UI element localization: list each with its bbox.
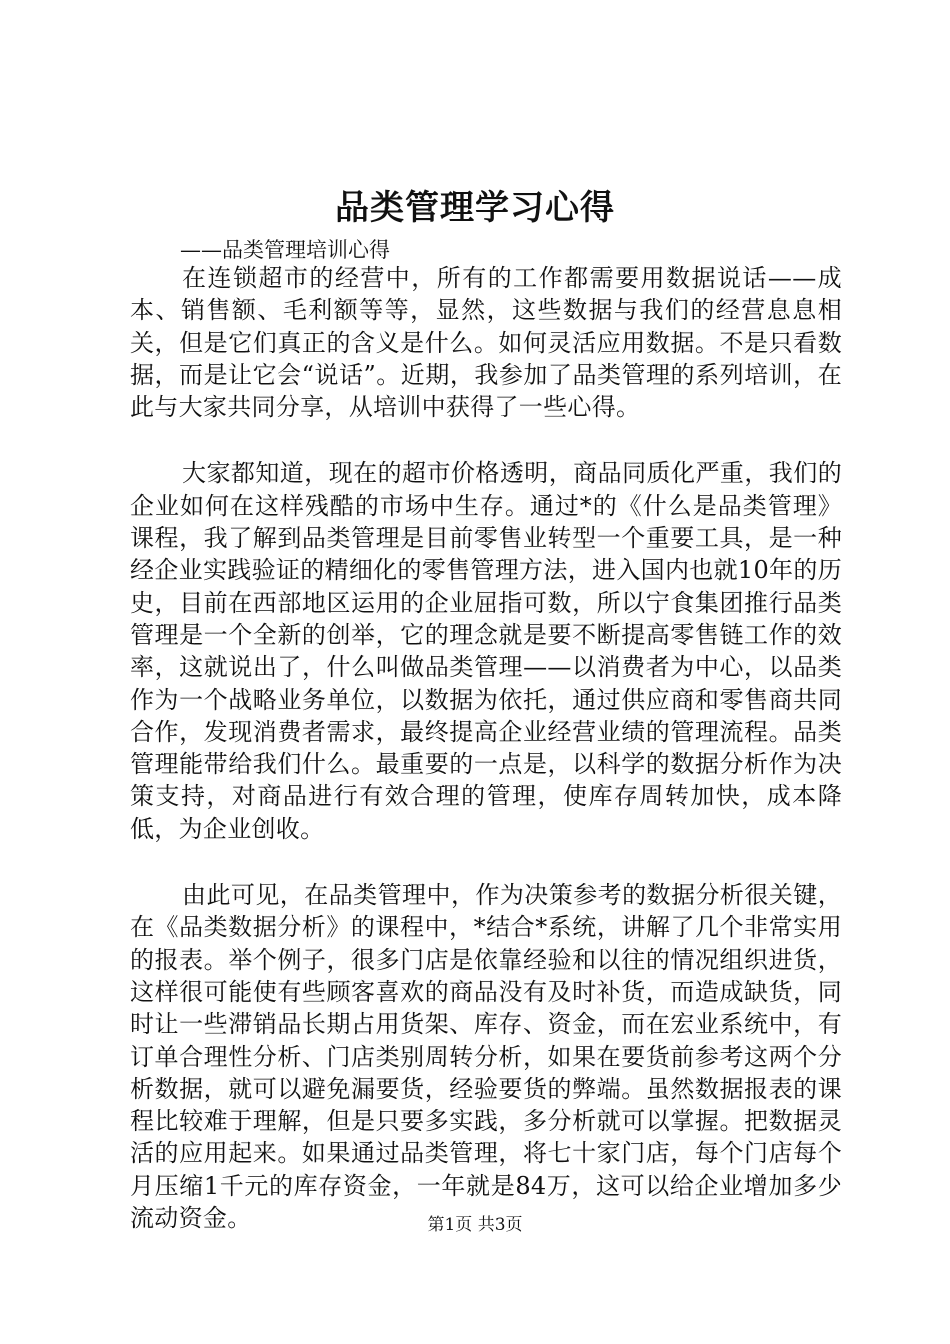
- paragraph-category-management: 大家都知道，现在的超市价格透明，商品同质化严重，我们的企业如何在这样残酷的市场中生存。通过*的《什么是品类管理》课程，我了解到品类管理是目前零售业转型一个重要工具，是一种经企业实践验证的精细化的零售管理方法，进入国内也就10年的历史，目前在西部地区运用的企业屈指可数，所以宁食集团推行品类管理是一个全新的创举，它的理念就是要不断提高零售链工作的效率，这就说出了，什么叫做品类管理——以消费者为中心，以品类作为一个战略业务单位，以数据为依托，通过供应商和零售商共同合作，发现消费者需求，最终提高企业经营业绩的管理流程。品类管理能带给我们什么。最重要的一点是，以科学的数据分析作为决策支持，对商品进行有效合理的管理，使库存周转加快，成本降低，为企业创收。: [130, 459, 842, 843]
- page-footer: 第1页 共3页: [427, 1215, 523, 1235]
- document-subtitle: ——品类管理培训心得: [180, 238, 390, 262]
- paragraph-spacer: [130, 423, 842, 457]
- paragraph-data-analysis: 由此可见，在品类管理中，作为决策参考的数据分析很关键，在《品类数据分析》的课程中，*结合*系统，讲解了几个非常实用的报表。举个例子，很多门店是依靠经验和以往的情况组织进货，这样很可能使有些顾客喜欢的商品没有及时补货，而造成缺货，同时让一些滞销品长期占用货架、库存、资金，而在宏业系统中，有订单合理性分析、门店类别周转分析，如果在要货前参考这两个分析数据，就可以避免漏要货，经验要货的弊端。虽然数据报表的课程比较难于理解，但是只要多实践，多分析就可以掌握。把数据灵活的应用起来。如果通过品类管理，将七十家门店，每个门店每个月压缩1千元的库存资金，一年就是84万，这可以给企业增加多少流动资金。: [130, 881, 842, 1233]
- paragraph-intro: 在连锁超市的经营中，所有的工作都需要用数据说话——成本、销售额、毛利额等等，显然，这些数据与我们的经营息息相关，但是它们真正的含义是什么。如何灵活应用数据。不是只看数据，而是让它会“说话”。近期，我参加了品类管理的系列培训，在此与大家共同分享，从培训中获得了一些心得。: [130, 264, 842, 422]
- document-title: 品类管理学习心得: [335, 188, 615, 228]
- paragraph-spacer: [130, 845, 842, 879]
- document-body: [130, 262, 842, 1234]
